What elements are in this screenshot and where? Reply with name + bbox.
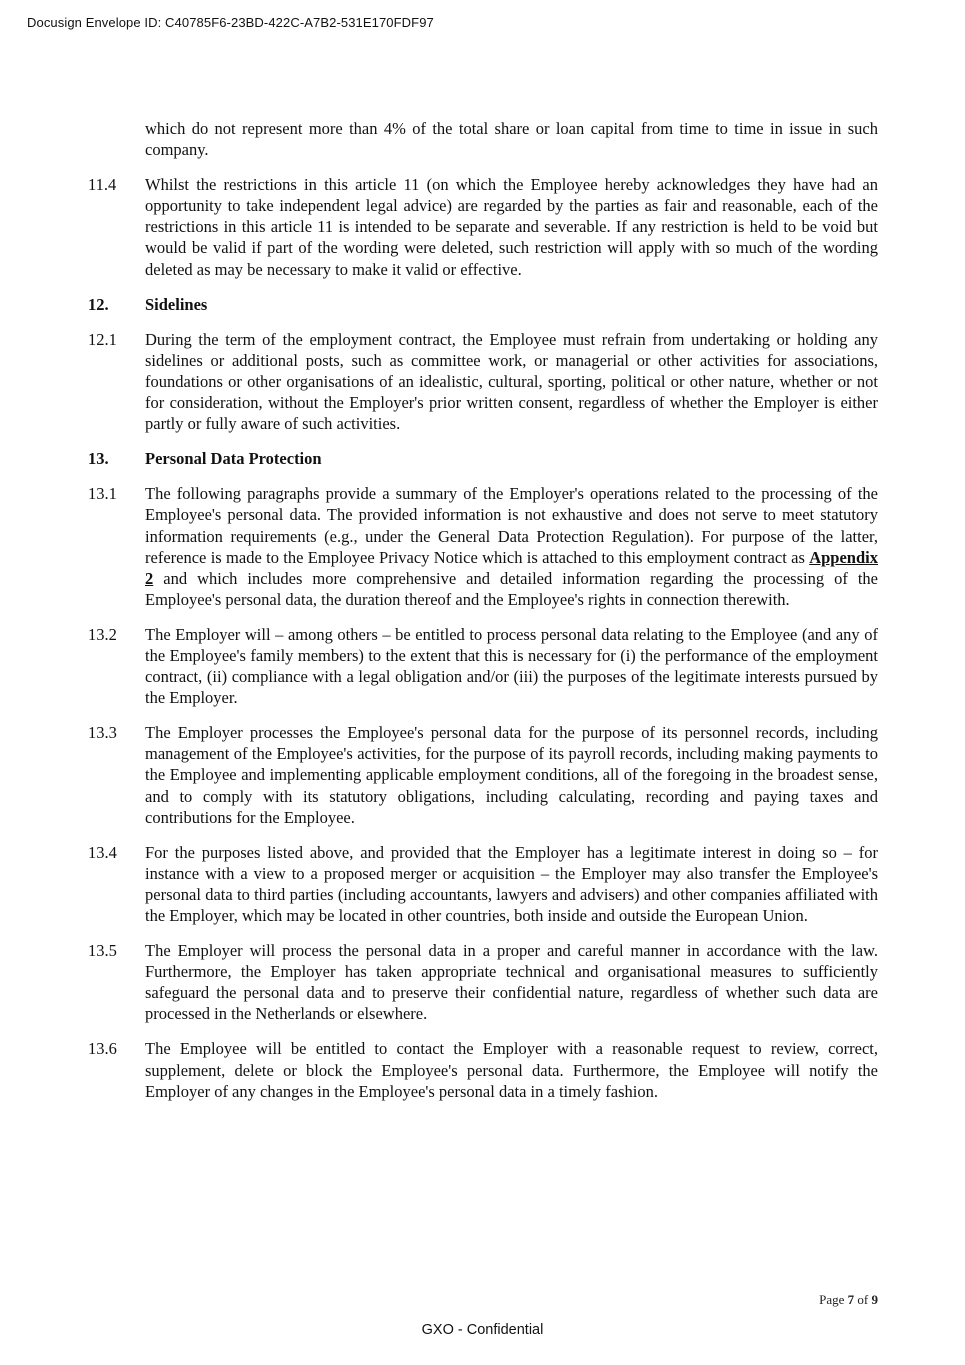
- clause-number: 13.3: [88, 723, 117, 743]
- clause-text-before: The following paragraphs provide a summary of the Employer's operations related to the processing of the Employee's personal data. The provided information is not exhaustive and does not serve to meet statutory information requirements (e.g., under the General Data Protection Regulation). For purpose of the latter, reference is made to the Employee Privacy Notice which is attached to this employment contract as: [145, 484, 878, 567]
- page-current: 7: [847, 1292, 855, 1307]
- page-number: [819, 1292, 878, 1308]
- clause-number: 12.1: [88, 329, 117, 349]
- section-12-heading: [88, 294, 878, 315]
- clause-13-1: [88, 483, 878, 610]
- confidential-footer: GXO - Confidential: [421, 1322, 544, 1338]
- clause-text: For the purposes listed above, and provided that the Employer has a legitimate interest in doing so – for instance with a view to a proposed merger or acquisition – the Employer may also transfer the Employee's personal data to third parties (including accountants, lawyers and advisers) and other companies affiliated with the Employer, which may be located in other countries, both inside and outside the European Union.: [145, 842, 878, 925]
- section-13-heading: [88, 448, 878, 469]
- clause-number: 13.1: [88, 484, 117, 504]
- docusign-envelope-id: Docusign Envelope ID: C40785F6-23BD-422C-A7B2-531E170FDF97: [27, 15, 434, 30]
- appendix-2-link[interactable]: Appendix 2: [145, 547, 878, 588]
- section-number: 12.: [88, 294, 109, 314]
- section-title: Sidelines: [145, 294, 208, 314]
- clause-number: 13.2: [88, 624, 117, 644]
- clause-text: During the term of the employment contract, the Employee must refrain from undertaking or holding any sidelines or additional posts, such as committee work, or managerial or other activities for associations, foundations or other organisations of an idealistic, cultural, sporting, political or other nature, whether or not for consideration, without the Employer's prior written consent, regardless of whether the Employer is either partly or fully aware of such activities.: [145, 329, 878, 434]
- section-number: 13.: [88, 449, 109, 469]
- clause-13-5: [88, 940, 878, 1024]
- clause-text: The Employee will be entitled to contact the Employer with a reasonable request to review, correct, supplement, delete or block the Employee's personal data. Furthermore, the Employee will notify the Employer of any changes in the Employee's personal data in a timely fashion.: [145, 1039, 878, 1101]
- clause-text: The Employer will process the personal data in a proper and careful manner in accordance with the law. Furthermore, the Employer has taken appropriate technical and organisational measures to sufficiently safeguard the personal data and to preserve their confidential nature, regardless of whether such data are processed in the Netherlands or elsewhere.: [145, 941, 878, 1024]
- clause-12-1: [88, 329, 878, 434]
- document-body: [88, 118, 878, 1116]
- clause-text-after: and which includes more comprehensive and detailed information regarding the processing of the Employee's personal data, the duration thereof and the Employee's rights in connection therewith.: [145, 568, 878, 609]
- clause-text: [145, 483, 878, 610]
- section-title: Personal Data Protection: [145, 449, 322, 469]
- clause-number: 11.4: [88, 175, 117, 195]
- clause-number: 13.6: [88, 1039, 117, 1059]
- clause-text: The Employer will – among others – be entitled to process personal data relating to the Employee (and any of the Employee's family members) to the extent that this is necessary for (i) the performance of the employment contract, (ii) compliance with a legal obligation and/or (iii) the purposes of the legitimate interests pursued by the Employer.: [145, 624, 878, 708]
- clause-number: 13.4: [88, 842, 117, 862]
- clause-text: The Employer processes the Employee's personal data for the purpose of its personnel records, including management of the Employee's activities, for the purpose of its payroll records, including making payments to the Employee and implementing applicable employment conditions, all of the foregoing in the broadest sense, and to comply with its statutory obligations, including calculating, recording and paying taxes and contributions for the Employee.: [145, 723, 878, 827]
- page-of: of: [854, 1292, 872, 1307]
- clause-13-6: [88, 1038, 878, 1101]
- clause-number: 13.5: [88, 941, 117, 961]
- clause-13-3: [88, 722, 878, 827]
- continuation-paragraph: which do not represent more than 4% of the total share or loan capital from time to time in issue in such company.: [145, 119, 878, 160]
- page-prefix: Page: [819, 1292, 848, 1307]
- clause-13-2: [88, 624, 878, 708]
- page-total: 9: [871, 1292, 878, 1307]
- clause-text: Whilst the restrictions in this article 11 (on which the Employee hereby acknowledges they have had an opportunity to take independent legal advice) are regarded by the parties as fair and reasonable, each of the restrictions in this article 11 is intended to be separate and severable. If any restriction is held to be void but would be valid if part of the wording were deleted, such restriction will apply with so much of the wording deleted as may be necessary to make it valid or effective.: [145, 175, 878, 279]
- clause-13-4: [88, 842, 878, 926]
- clause-11-4: [88, 174, 878, 279]
